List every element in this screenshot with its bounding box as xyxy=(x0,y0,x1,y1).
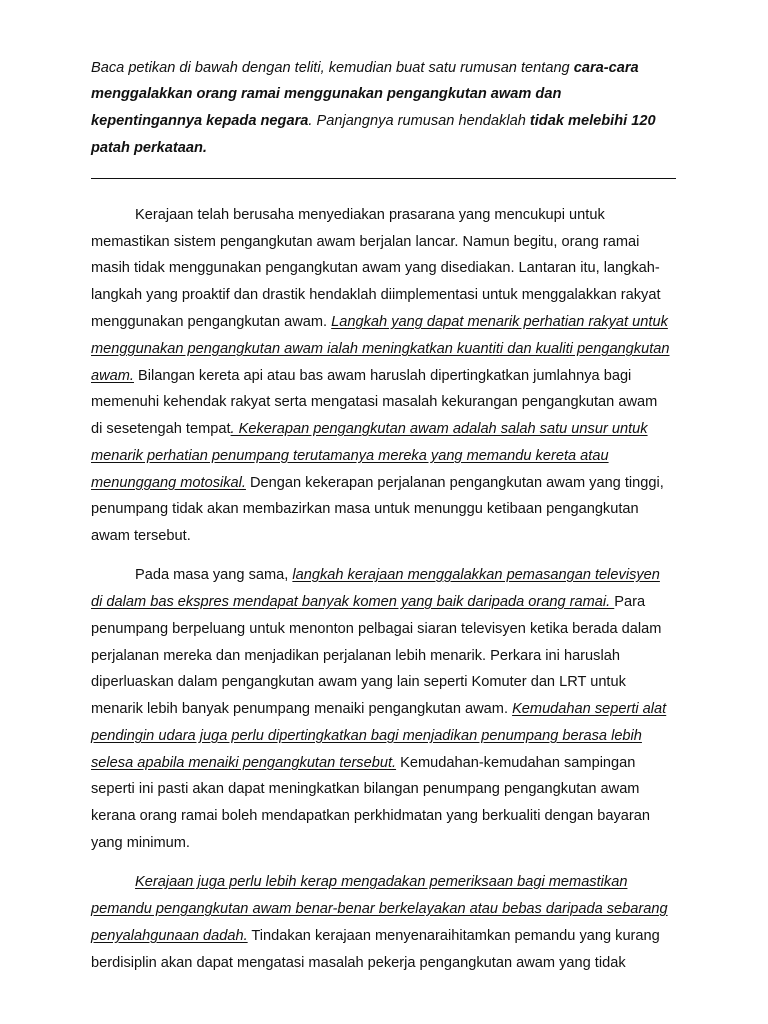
passage-line-segment: di sesetengah tempat xyxy=(91,421,231,437)
passage-line xyxy=(0,672,768,692)
passage-line xyxy=(0,499,768,519)
passage-line xyxy=(0,779,768,799)
passage-line-segment: Tindakan kerajaan menyenaraihitamkan pemandu yang kurang xyxy=(247,928,660,944)
passage-line-segment: menarik lebih banyak penumpang menaiki pengangkutan awam. xyxy=(91,701,513,717)
passage-line xyxy=(0,392,768,412)
passage-line xyxy=(0,446,768,466)
passage-line-segment: kerana orang ramai boleh mendapatkan perkhidmatan yang berkualiti dengan bayaran xyxy=(91,808,650,824)
passage-line-segment: Kerajaan juga perlu lebih kerap mengadakan pemeriksaan bagi memastikan xyxy=(135,874,628,890)
passage-line-segment: Kemudahan seperti alat xyxy=(512,701,667,717)
passage-line-segment: menunggang motosikal. xyxy=(91,475,246,491)
passage-line xyxy=(0,833,768,853)
passage-line-segment: pendingin udara juga perlu dipertingkatkan bagi menjadikan penumpang berasa lebih xyxy=(91,728,642,744)
passage-line xyxy=(0,699,768,719)
passage-line-segment: langkah kerajaan menggalakkan pemasangan televisyen xyxy=(292,567,660,583)
passage-line-segment: memastikan sistem pengangkutan awam berjalan lancar. Namun begitu, orang ramai xyxy=(91,234,640,250)
passage-line xyxy=(0,285,768,305)
passage-line-segment: pemandu pengangkutan awam benar-benar berkelayakan atau bebas daripada sebarang xyxy=(91,901,668,917)
passage-line-segment: menarik perhatian penumpang terutamanya mereka yang memandu kereta atau xyxy=(91,448,609,464)
passage-line xyxy=(0,473,768,493)
passage-line-segment: menggunakan pengangkutan awam. xyxy=(91,314,332,330)
passage-line xyxy=(0,339,768,359)
passage-line-segment: Pada masa yang sama, xyxy=(135,567,293,583)
instruction-line-segment: tidak melebihi 120 xyxy=(529,113,656,129)
passage-line xyxy=(0,619,768,639)
passage-line-segment: penumpang berpeluang untuk menonton pelbagai siaran televisyen ketika berada dalam xyxy=(91,621,662,637)
instruction-line xyxy=(0,84,768,104)
passage-line-segment: berdisiplin akan dapat mengatasi masalah pekerja pengangkutan awam yang tidak xyxy=(91,955,626,971)
passage-line-segment: menggunakan pengangkutan awam ialah meningkatkan kuantiti dan kualiti pengangkutan xyxy=(91,341,670,357)
passage-line xyxy=(0,872,768,892)
passage-line xyxy=(0,592,768,612)
passage-line-segment: yang minimum. xyxy=(91,835,190,851)
passage-line-segment: seperti ini pasti akan dapat meningkatkan bilangan penumpang pengangkutan awam xyxy=(91,781,640,797)
instruction-line-segment: kepentingannya kepada negara xyxy=(91,113,309,129)
passage-line xyxy=(0,526,768,546)
instruction-line xyxy=(0,58,768,78)
passage-line-segment: Para xyxy=(614,594,646,610)
passage-line-segment: langkah yang proaktif dan drastik hendaklah diimplementasi untuk menggalakkan rakyat xyxy=(91,287,661,303)
passage-line xyxy=(0,806,768,826)
instruction-line-segment: . Panjangnya rumusan hendaklah xyxy=(308,113,530,129)
passage-line-segment: di dalam bas ekspres mendapat banyak komen yang baik daripada orang ramai. xyxy=(91,594,615,610)
instruction-line-segment: patah perkataan. xyxy=(91,140,207,156)
passage-line xyxy=(0,565,768,585)
passage-line xyxy=(0,753,768,773)
passage-line-segment: awam. xyxy=(91,368,134,384)
passage-line-segment: penumpang tidak akan membazirkan masa untuk menunggu ketibaan pengangkutan xyxy=(91,501,639,517)
passage-line xyxy=(0,419,768,439)
passage-line xyxy=(0,899,768,919)
passage-line-segment: Langkah yang dapat menarik perhatian rakyat untuk xyxy=(331,314,668,330)
passage-line xyxy=(0,726,768,746)
passage-line xyxy=(0,258,768,278)
passage-line-segment: Kemudahan-kemudahan sampingan xyxy=(396,755,636,771)
passage-line xyxy=(0,205,768,225)
passage-line-segment: . Kekerapan pengangkutan awam adalah salah satu unsur untuk xyxy=(230,421,648,437)
passage-line xyxy=(0,926,768,946)
passage-line xyxy=(0,646,768,666)
passage-line-segment: diperluaskan dalam pengangkutan awam yang lain seperti Komuter dan LRT untuk xyxy=(91,674,626,690)
instruction-line-segment: Baca petikan di bawah dengan teliti, kemudian buat satu rumusan tentang xyxy=(91,60,574,76)
passage-line-segment: perjalanan mereka dan menjadikan perjalanan lebih menarik. Perkara ini haruslah xyxy=(91,648,620,664)
passage-line-segment: Dengan kekerapan perjalanan pengangkutan awam yang tinggi, xyxy=(245,475,664,491)
passage-line xyxy=(0,312,768,332)
instruction-line xyxy=(0,138,768,158)
instruction-line xyxy=(0,111,768,131)
instruction-line-segment: cara-cara xyxy=(573,60,639,76)
passage-line-segment: masih tidak menggunakan pengangkutan awam yang disediakan. Lantaran itu, langkah- xyxy=(91,260,660,276)
instruction-line-segment: menggalakkan orang ramai menggunakan pengangkutan awam dan xyxy=(91,86,562,102)
passage-line-segment: awam tersebut. xyxy=(91,528,191,544)
passage-line-segment: selesa apabila menaiki pengangkutan tersebut. xyxy=(91,755,397,771)
passage-line xyxy=(0,232,768,252)
passage-line-segment: memenuhi kehendak rakyat serta mengatasi masalah kekurangan pengangkutan awam xyxy=(91,394,658,410)
passage-line xyxy=(0,953,768,973)
passage-line-segment: Bilangan kereta api atau bas awam haruslah dipertingkatkan jumlahnya bagi xyxy=(133,368,632,384)
passage-line xyxy=(0,366,768,386)
passage-line-segment: Kerajaan telah berusaha menyediakan prasarana yang mencukupi untuk xyxy=(135,207,605,223)
separator-line xyxy=(91,178,676,179)
passage-line-segment: penyalahgunaan dadah. xyxy=(91,928,248,944)
